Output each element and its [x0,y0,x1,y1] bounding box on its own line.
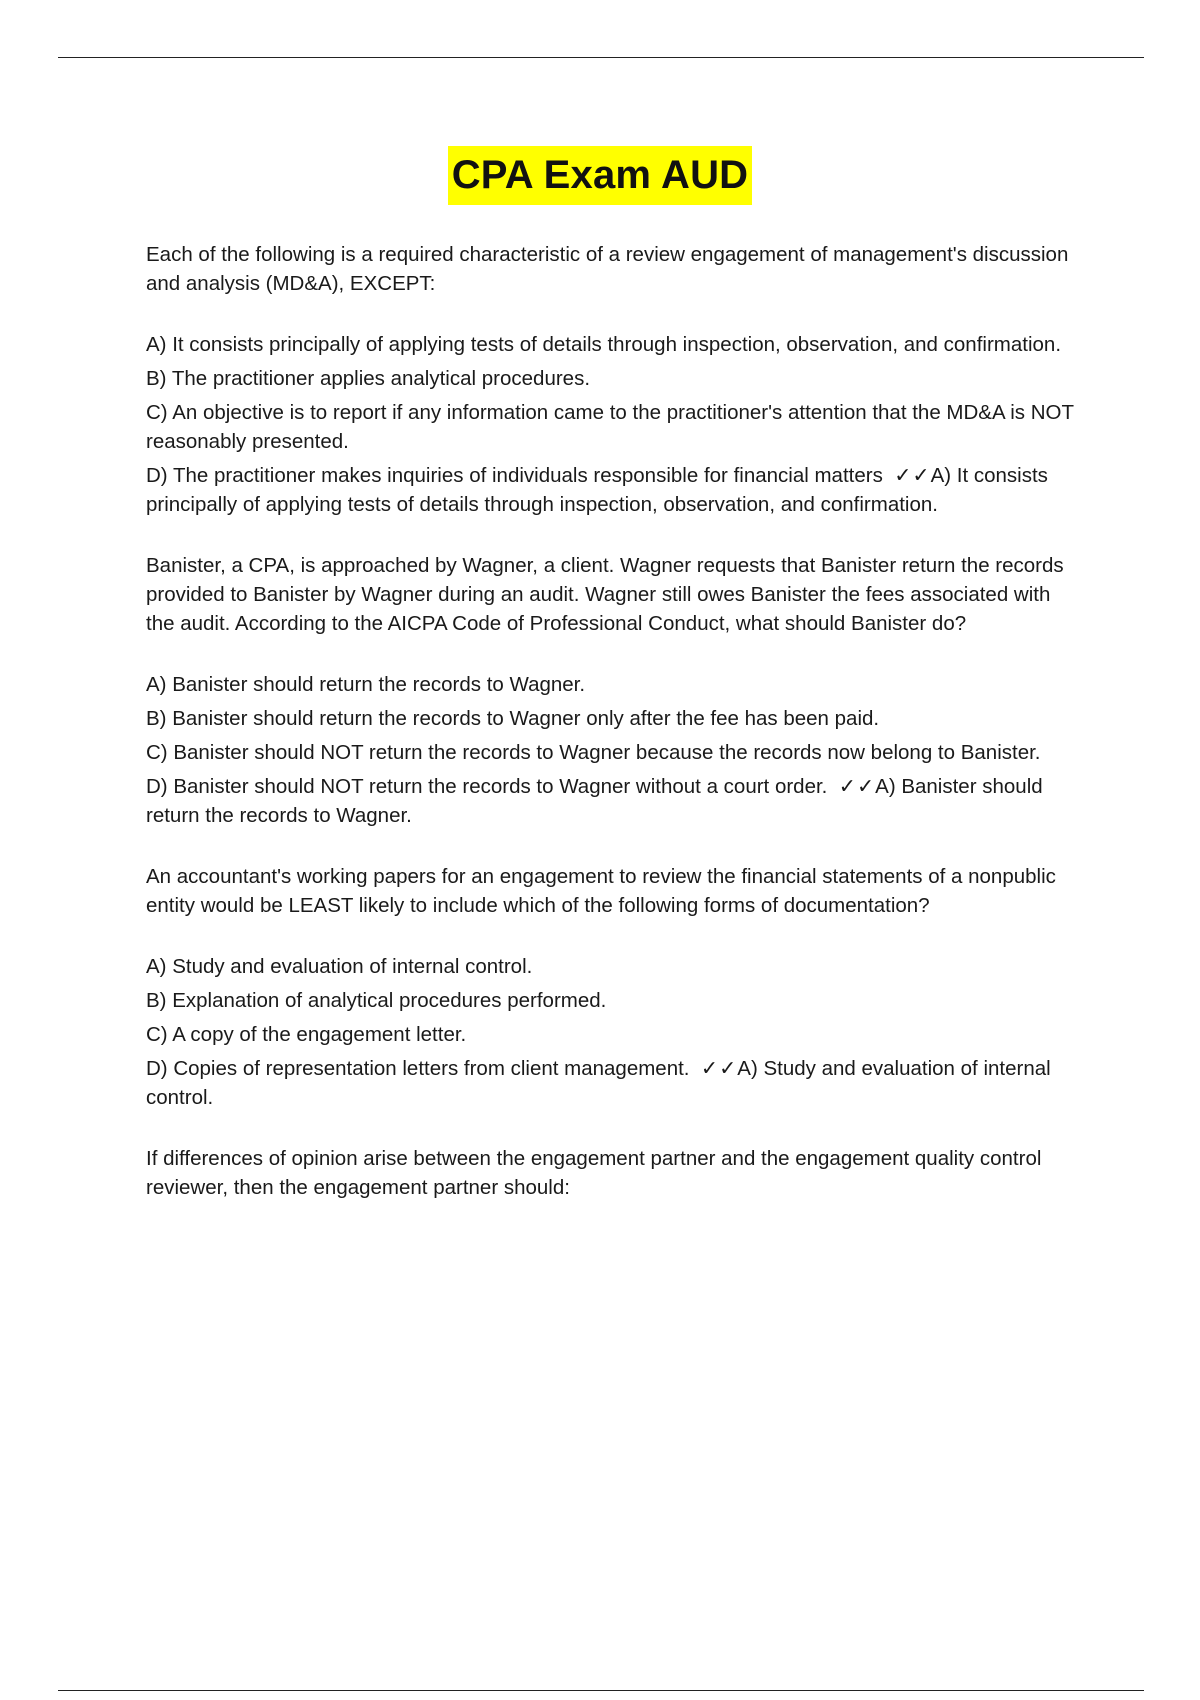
answer-option-text: D) Banister should NOT return the records to Wagner without a court order. [146,775,828,798]
answer-option: C) Banister should NOT return the records to Wagner because the records now belong to Banister. [146,741,1041,764]
answer-option: C) An objective is to report if any information came to the practitioner's attention that the MD&A is NOT reasonably presented. [146,401,1074,453]
title-container [0,146,1200,205]
answer-option-with-key [146,1054,1076,1112]
answer-option: B) Banister should return the records to Wagner only after the fee has been paid. [146,707,880,730]
footer-rule [58,1690,1144,1691]
header-rule [58,57,1144,58]
answer-option: C) A copy of the engagement letter. [146,1023,467,1046]
answer-option-text: D) The practitioner makes inquiries of individuals responsible for financial matters [146,464,883,487]
answer-option: A) Banister should return the records to Wagner. [146,673,586,696]
answer-option-with-key [146,772,1076,830]
answer-option: B) Explanation of analytical procedures performed. [146,989,607,1012]
correct-answer: A) Banister should return the records to Wagner. [146,775,1043,827]
answer-option: B) The practitioner applies analytical procedures. [146,367,591,390]
answer-option: A) It consists principally of applying tests of details through inspection, observation, and confirmation. [146,333,1062,356]
question-block [146,240,1076,519]
answer-option-with-key [146,461,1076,519]
question-block [146,551,1076,830]
question-block [146,1144,1076,1202]
check-mark-icon: ✓✓ [894,464,931,487]
answer-option: A) Study and evaluation of internal control. [146,955,533,978]
check-mark-icon: ✓✓ [838,775,876,798]
check-mark-icon: ✓✓ [700,1057,738,1080]
correct-answer: A) It consists principally of applying tests of details through inspection, observation, and confirmation. [146,464,1048,516]
question-block [146,862,1076,1112]
question-prompt: An accountant's working papers for an engagement to review the financial statements of a nonpublic entity would be LEAST likely to include which of the following forms of documentation? [146,865,1056,917]
question-prompt: Banister, a CPA, is approached by Wagner, a client. Wagner requests that Banister return the records provided to Banister by Wagner during an audit. Wagner still owes Banister the fees associated with the audit. According to the AICPA Code of Professional Conduct, what should Banister do? [146,554,1064,635]
question-prompt: If differences of opinion arise between the engagement partner and the engagement quality control reviewer, then the engagement partner should: [146,1147,1042,1199]
answer-option-text: D) Copies of representation letters from client management. [146,1057,690,1080]
document-title: CPA Exam AUD [448,146,753,205]
question-prompt: Each of the following is a required characteristic of a review engagement of management's discussion and analysis (MD&A), EXCEPT: [146,243,1069,295]
document-body [146,240,1076,1234]
correct-answer: A) Study and evaluation of internal control. [146,1057,1051,1109]
